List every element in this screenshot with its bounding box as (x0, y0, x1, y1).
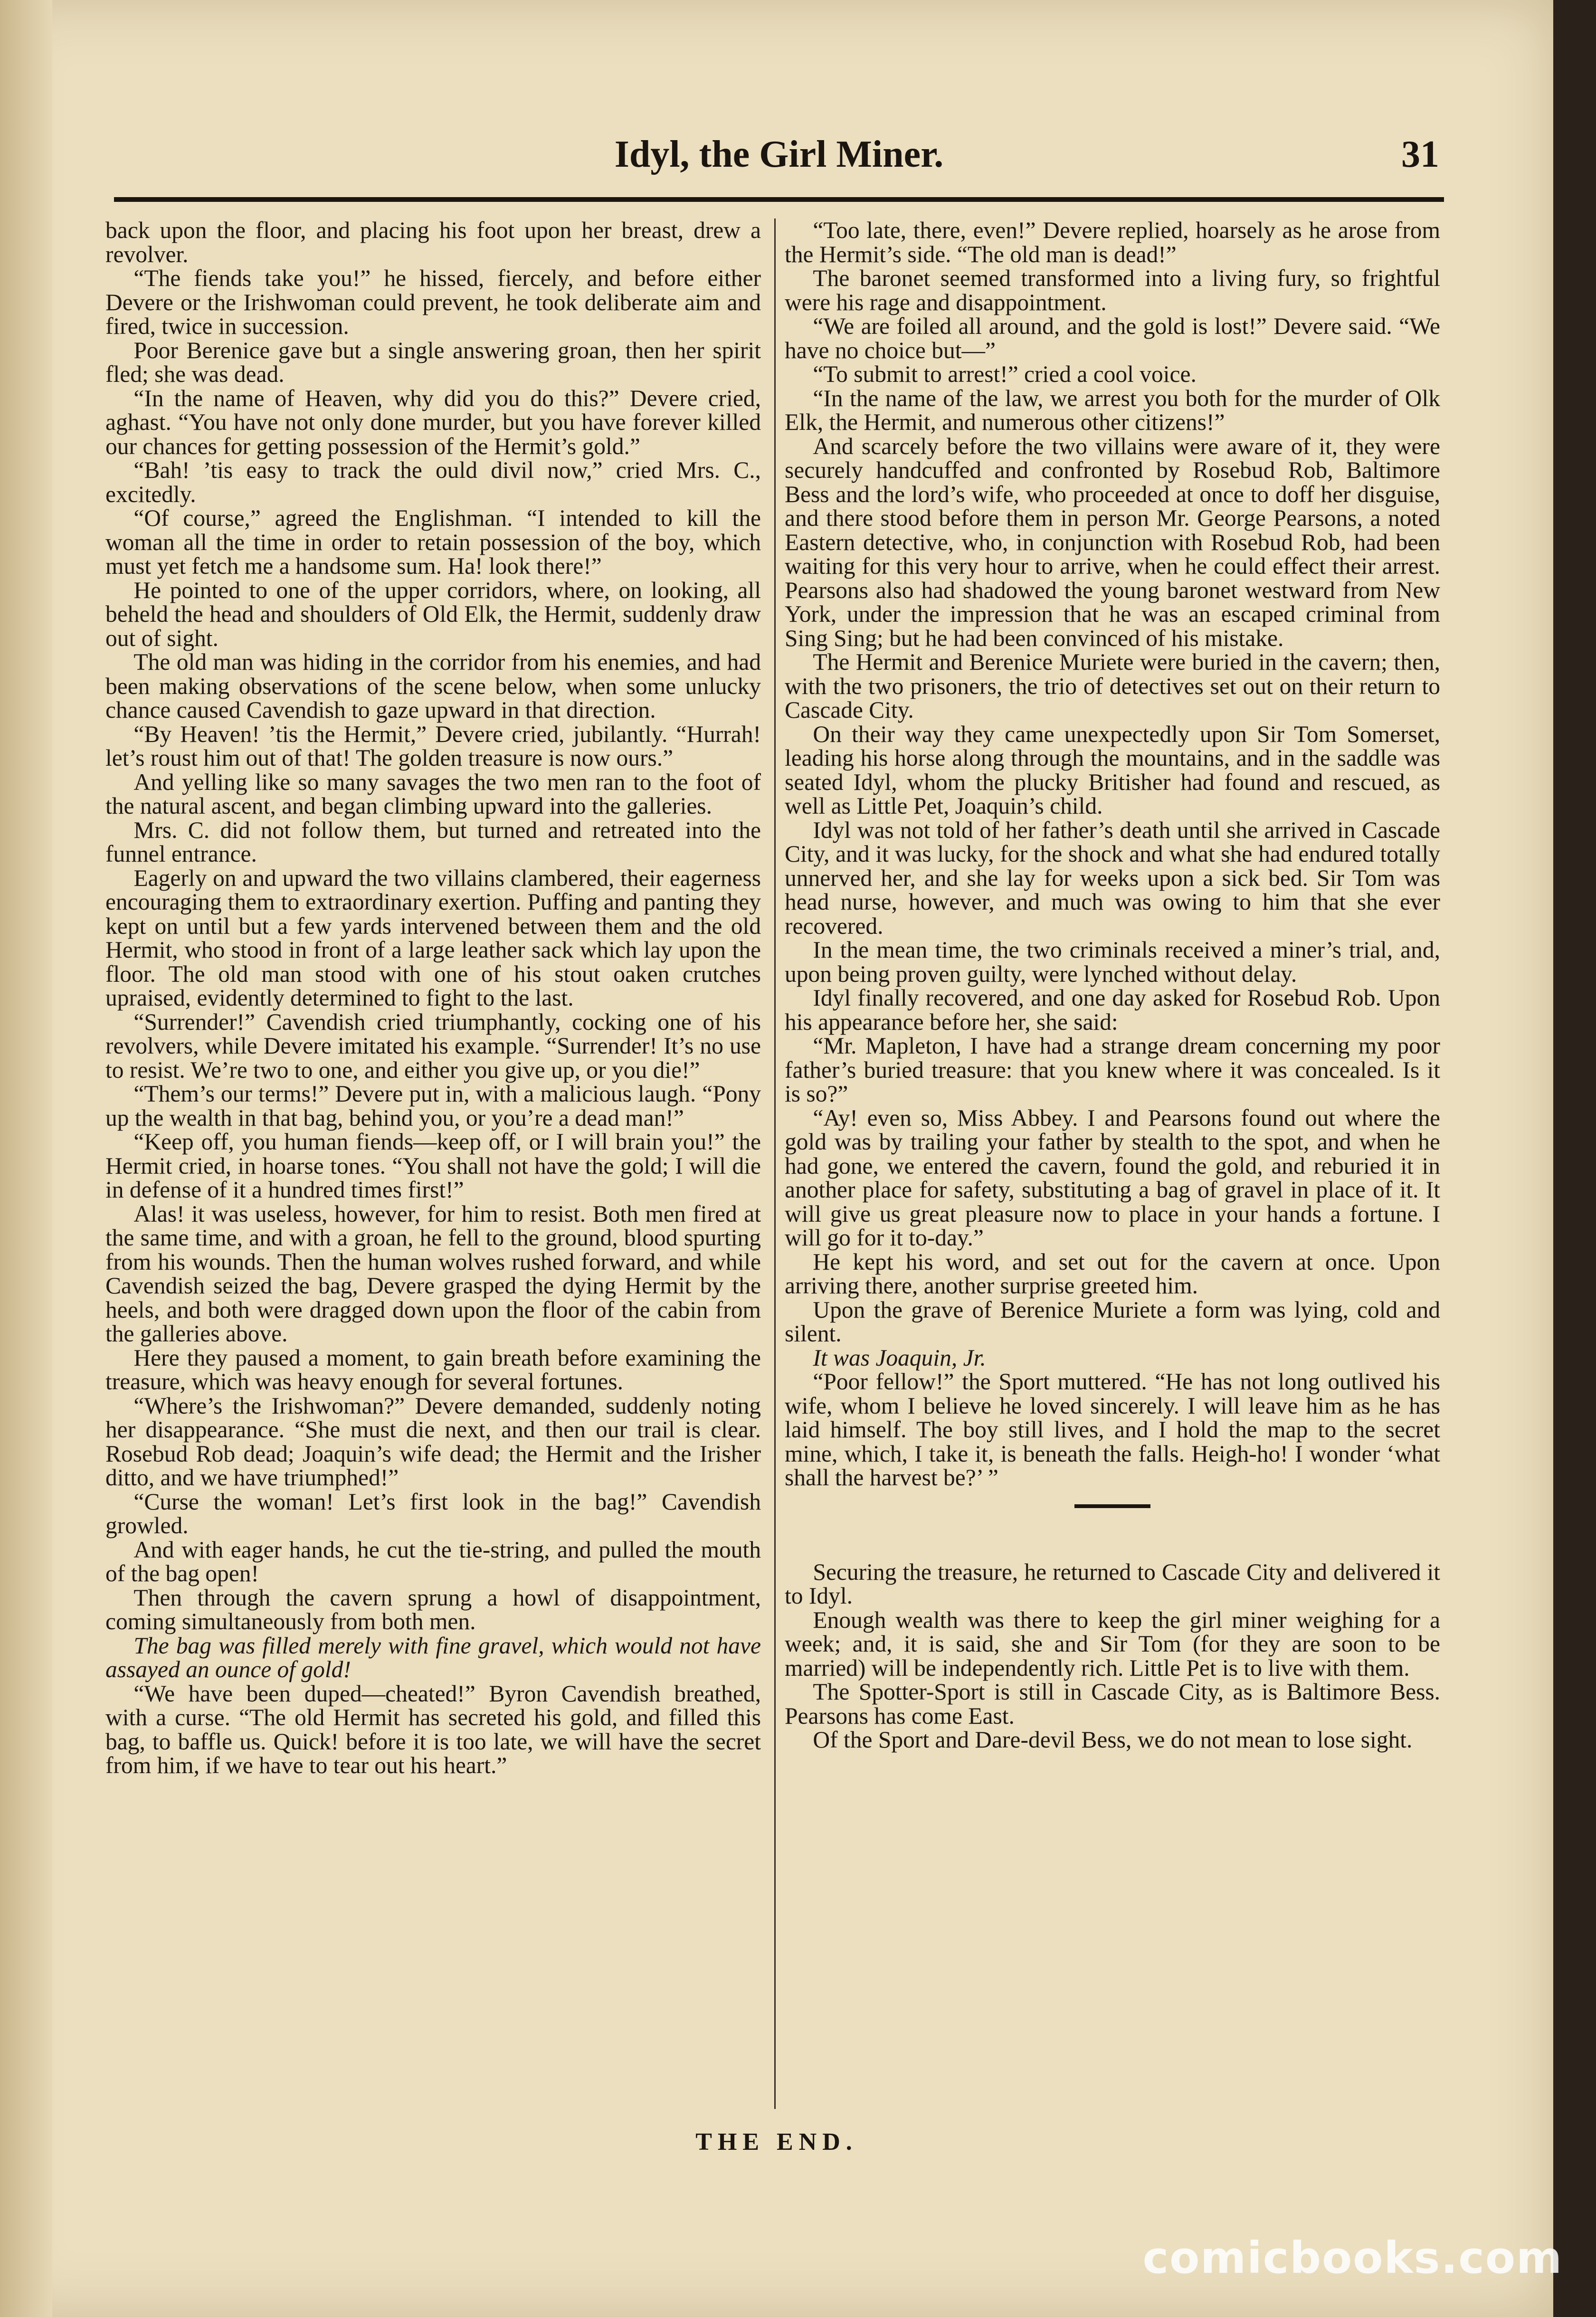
paragraph: “We are foiled all around, and the gold is lost!” Devere said. “We have no choice but—” (785, 313, 1440, 363)
paragraph: “Too late, there, even!” Devere replied, hoarsely as he arose from the Hermit’s side. “The old man is dead!” (785, 218, 1440, 267)
page-header (114, 119, 1444, 190)
paragraph: “By Heaven! ’tis the Hermit,” Devere cried, jubilantly. “Hurrah! let’s roust him out of that! The golden treasure is now ours.” (105, 721, 761, 771)
paragraph: And with eager hands, he cut the tie-string, and pulled the mouth of the bag open! (105, 1536, 761, 1586)
section-divider (1074, 1504, 1150, 1508)
left-column (105, 218, 761, 2109)
paragraph: “Ay! even so, Miss Abbey. I and Pearsons found out where the gold was by trailing your father by stealth to the spot, and when he had gone, we entered the cavern, found the gold, and reburied it in another place for safety, substituting a bag of gravel in place of it. It will give us great pleasure now to place in your hands a fortune. I will go for it to-day.” (785, 1104, 1440, 1251)
paragraph: Poor Berenice gave but a single answering groan, then her spirit fled; she was dead. (105, 337, 761, 387)
paragraph: He kept his word, and set out for the cavern at once. Upon arriving there, another surprise greeted him. (785, 1248, 1440, 1299)
paragraph: Enough wealth was there to keep the girl miner weighing for a week; and, it is said, she and Sir Tom (for they are soon to be married) will be independently rich. Little Pet is to live with them. (785, 1606, 1440, 1681)
paragraph: Of the Sport and Dare-devil Bess, we do not mean to lose sight. (813, 1727, 1413, 1753)
column-rule (774, 218, 776, 2109)
paragraph: Mrs. C. did not follow them, but turned and retreated into the funnel entrance. (105, 817, 761, 867)
paragraph: And yelling like so many savages the two men ran to the foot of the natural ascent, and began climbing upward into the galleries. (105, 769, 761, 819)
paragraph: “Them’s our terms!” Devere put in, with a malicious laugh. “Pony up the wealth in that bag, behind you, or you’re a dead man!” (105, 1081, 761, 1131)
paragraph: In the mean time, the two criminals received a miner’s trial, and, upon being proven guilty, were lynched without delay. (785, 937, 1440, 987)
paragraph: The Spotter-Sport is still in Cascade City, as is Baltimore Bess. Pearsons has come East. (785, 1679, 1440, 1729)
right-column (785, 218, 1440, 2109)
paragraph: Upon the grave of Berenice Muriete a form was lying, cold and silent. (785, 1296, 1440, 1347)
paragraph: Then through the cavern sprung a howl of disappointment, coming simultaneously from both men. (105, 1584, 761, 1634)
italic-paragraph: The bag was filled merely with fine gravel, which would not have assayed an ounce of gold! (105, 1632, 761, 1682)
paragraph: “Surrender!” Cavendish cried triumphantly, cocking one of his revolvers, while Devere imitated his example. “Surrender! It’s no use to resist. We’re two to one, and either you give up, or you die!” (105, 1008, 761, 1083)
paragraph: back upon the floor, and placing his foot upon her breast, drew a revolver. (105, 218, 761, 267)
paragraph: And scarcely before the two villains were aware of it, they were securely handcuffed and confronted by Rosebud Rob, Baltimore Bess and the lord’s wife, who proceeded at once to doff her disguise, and there stood before them in person Mr. George Pearsons, a noted Eastern detective, who, in conjunction with Rosebud Rob, had been waiting for this very hour to arrive, when he could effect their arrest. Pearsons also had shadowed the young baronet westward from New York, under the impression that he was an escaped criminal from Sing Sing; but he had been convinced of his mistake. (785, 433, 1440, 651)
paragraph: “We have been duped—cheated!” Byron Cavendish breathed, with a curse. “The old Hermit has secreted his gold, and filled this bag, to baffle us. Quick! before it is too late, we will have the secret from him, if we have to tear out his heart.” (105, 1680, 761, 1778)
running-title: Idyl, the Girl Miner. (614, 133, 944, 175)
paragraph: “Bah! ’tis easy to track the ould divil now,” cried Mrs. C., excitedly. (105, 457, 761, 507)
paragraph: “Keep off, you human fiends—keep off, or I will brain you!” the Hermit cried, in hoarse tones. “You shall not have the gold; I will die in defense of it a hundred times first!” (105, 1129, 761, 1203)
paragraph: Securing the treasure, he returned to Cascade City and delivered it to Idyl. (785, 1558, 1440, 1609)
paragraph: “Of course,” agreed the Englishman. “I intended to kill the woman all the time in order to retain possession of the boy, which must yet fetch me a handsome sum. Ha! look there!” (105, 505, 761, 579)
paragraph: Here they paused a moment, to gain breath before examining the treasure, which was heavy enough for several fortunes. (105, 1344, 761, 1395)
paragraph: The Hermit and Berenice Muriete were buried in the cavern; then, with the two prisoners, the trio of detectives set out on their return to Cascade City. (785, 649, 1440, 723)
the-end-label: THE END. (695, 2128, 858, 2156)
paragraph: The baronet seemed transformed into a living fury, so frightful were his rage and disappointment. (785, 265, 1440, 315)
paragraph: Alas! it was useless, however, for him to resist. Both men fired at the same time, and with a groan, he fell to the ground, blood spurting from his wounds. Then the human wolves rushed forward, and while Cavendish seized the bag, Devere grasped the dying Hermit by the heels, and both were dragged down upon the floor of the cabin from the galleries above. (105, 1200, 761, 1347)
page-spine-edge (0, 0, 52, 2317)
paragraph: On their way they came unexpectedly upon Sir Tom Somerset, leading his horse along through the mountains, and in the saddle was seated Idyl, whom the plucky Britisher had found and rescued, as well as Little Pet, Joaquin’s child. (785, 721, 1440, 819)
paragraph: “Poor fellow!” the Sport muttered. “He has not long outlived his wife, whom I believe he loved sincerely. I will leave him as he has laid himself. The boy still lives, and I hold the map to the secret mine, which, I take it, is beneath the falls. Heigh-ho! I wonder ‘what shall the harvest be?’ ” (785, 1368, 1440, 1491)
watermark: comicbooks.com (1142, 2232, 1563, 2283)
paragraph: “Curse the woman! Let’s first look in the bag!” Cavendish growled. (105, 1488, 761, 1538)
page-number: 31 (1401, 133, 1439, 175)
paragraph: “Where’s the Irishwoman?” Devere demanded, suddenly noting her disappearance. “She must die next, and then our trail is clear. Rosebud Rob dead; Joaquin’s wife dead; the Hermit and the Irisher ditto, and we have triumphed!” (105, 1392, 761, 1491)
paragraph: Eagerly on and upward the two villains clambered, their eagerness encouraging them to extraordinary exertion. Puffing and panting they kept on until but a few yards intervened between them and the old Hermit, who stood in front of a large leather sack which lay upon the floor. The old man stood with one of his stout oaken crutches upraised, evidently determined to fight to the last. (105, 864, 761, 1011)
paragraph: Idyl was not told of her father’s death until she arrived in Cascade City, and it was lucky, for the shock and what she had endured totally unnerved her, and she lay for weeks upon a sick bed. Sir Tom was head nurse, however, and much was owing to him that she ever recovered. (785, 817, 1440, 939)
paragraph: “In the name of the law, we arrest you both for the murder of Olk Elk, the Hermit, and numerous other citizens!” (785, 385, 1440, 435)
paragraph: “Mr. Mapleton, I have had a strange dream concerning my poor father’s buried treasure: that you knew where it was concealed. Is it is so?” (785, 1033, 1440, 1107)
header-rule (114, 197, 1444, 202)
paragraph: Idyl finally recovered, and one day asked for Rosebud Rob. Upon his appearance before her, she said: (785, 985, 1440, 1035)
paragraph: “To submit to arrest!” cried a cool voice. (813, 361, 1197, 387)
paragraph: “In the name of Heaven, why did you do this?” Devere cried, aghast. “You have not only done murder, but you have forever killed our chances for getting possession of the Hermit’s gold.” (105, 385, 761, 459)
italic-paragraph: It was Joaquin, Jr. (813, 1344, 986, 1371)
paragraph: He pointed to one of the upper corridors, where, on looking, all beheld the head and shoulders of Old Elk, the Hermit, suddenly draw out of sight. (105, 577, 761, 651)
paragraph: “The fiends take you!” he hissed, fiercely, and before either Devere or the Irishwoman could prevent, he took deliberate aim and fired, twice in succession. (105, 265, 761, 339)
paragraph: The old man was hiding in the corridor from his enemies, and had been making observations of the scene below, when some unlucky chance caused Cavendish to gaze upward in that direction. (105, 649, 761, 723)
